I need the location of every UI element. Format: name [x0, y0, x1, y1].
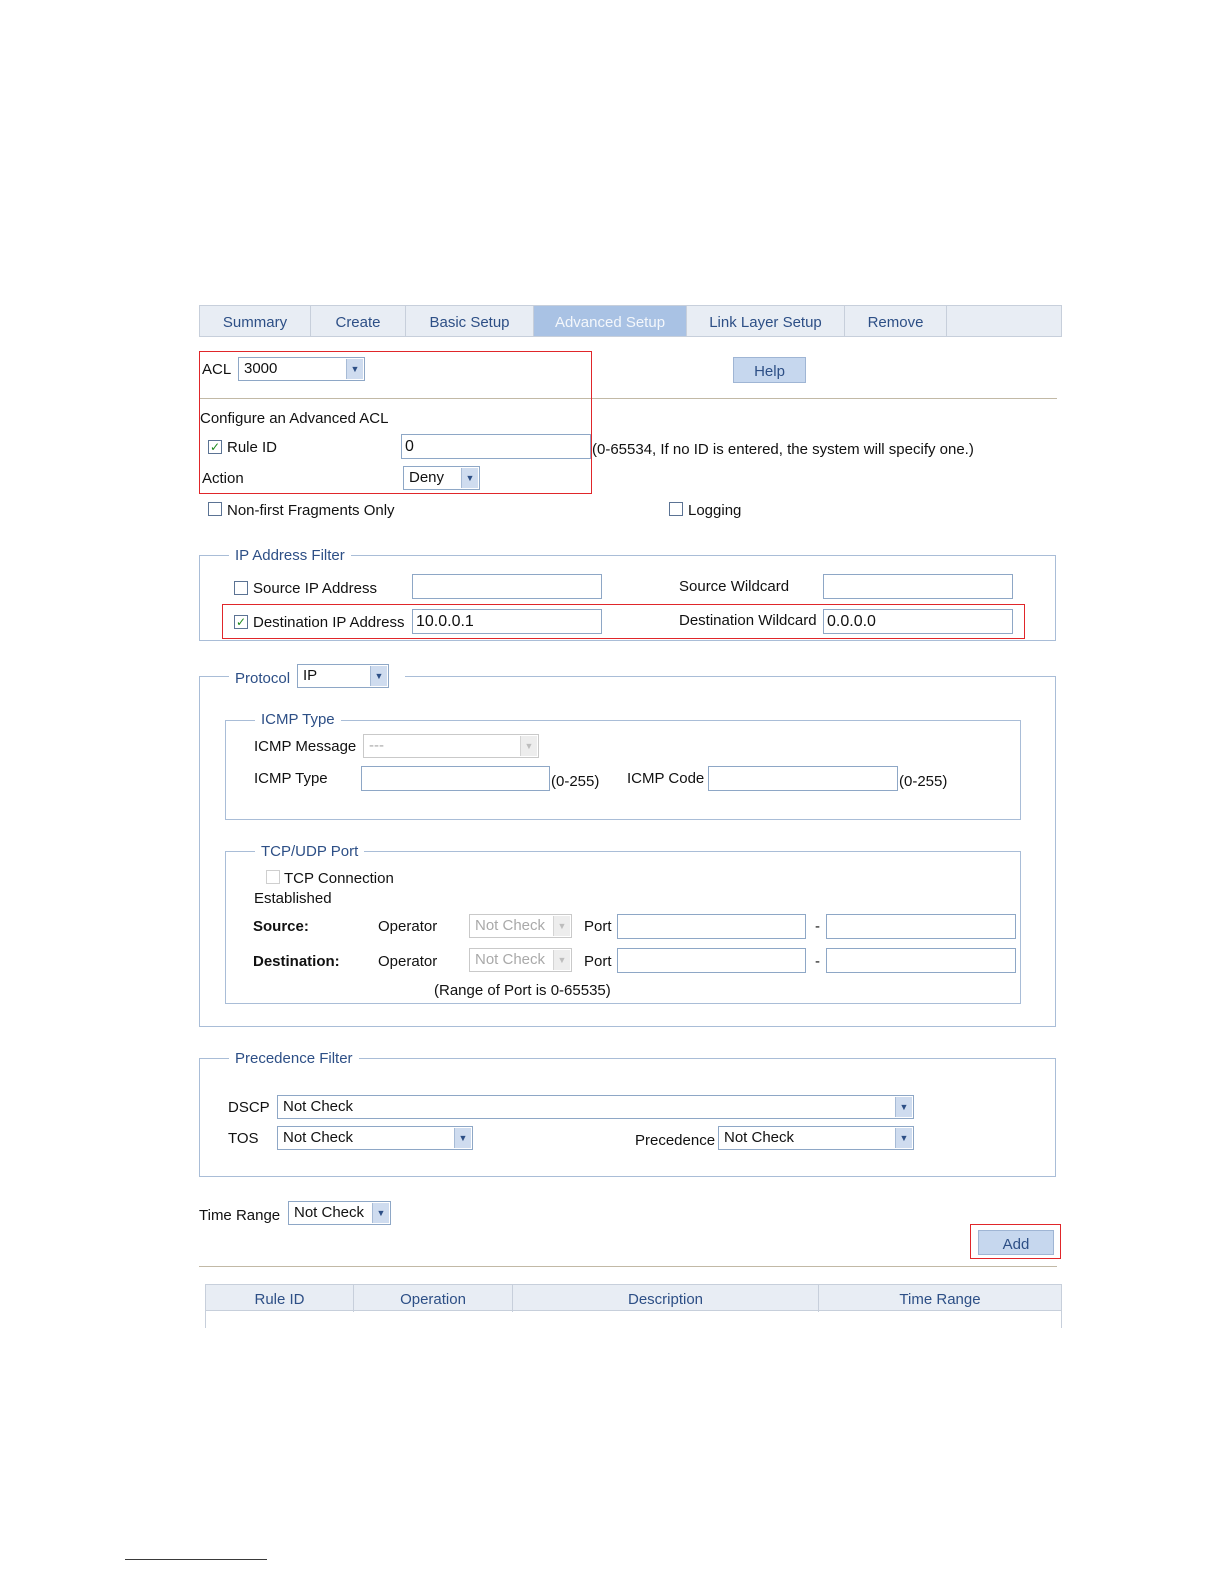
source-port-end-input[interactable]: [826, 914, 1016, 939]
tab-basic-setup[interactable]: Basic Setup: [406, 306, 534, 336]
icmp-code-range: (0-255): [899, 773, 948, 790]
source-ip-input[interactable]: [412, 574, 602, 599]
protocol-value: IP: [303, 667, 318, 684]
source-wildcard-label: Source Wildcard: [679, 578, 790, 595]
table-right-border: [1061, 1311, 1062, 1328]
chevron-down-icon: ▼: [553, 950, 570, 970]
dscp-label: DSCP: [228, 1099, 270, 1116]
tcp-established-checkbox[interactable]: [266, 870, 280, 884]
chevron-down-icon: ▼: [895, 1128, 912, 1148]
rule-id-label: Rule ID: [227, 439, 278, 456]
nonfirst-checkbox[interactable]: [208, 502, 222, 516]
highlight-add: [970, 1224, 1061, 1259]
source-operator-select[interactable]: [469, 914, 572, 938]
th-time-range[interactable]: Time Range: [899, 1291, 981, 1308]
action-value: Deny: [409, 469, 445, 486]
dest-wildcard-input[interactable]: 0.0.0.0: [823, 609, 1013, 634]
chevron-down-icon: ▼: [346, 359, 363, 379]
tab-advanced-setup[interactable]: Advanced Setup: [534, 306, 687, 336]
dscp-value: Not Check: [283, 1098, 354, 1115]
logging-checkbox[interactable]: [669, 502, 683, 516]
section-title: Configure an Advanced ACL: [200, 410, 389, 427]
precedence-select[interactable]: [718, 1126, 914, 1150]
chevron-down-icon: ▼: [370, 666, 387, 686]
source-wildcard-input[interactable]: [823, 574, 1013, 599]
precedence-filter-legend: Precedence Filter: [229, 1050, 359, 1067]
source-port-text: Port: [584, 918, 612, 935]
action-label: Action: [202, 470, 244, 487]
destination-port-label: Destination:: [253, 953, 340, 970]
time-range-select[interactable]: [288, 1201, 391, 1225]
tab-bar: [199, 305, 1062, 337]
tcp-established-label: Established: [254, 890, 332, 907]
chevron-down-icon: ▼: [454, 1128, 471, 1148]
destination-port-end-input[interactable]: [826, 948, 1016, 973]
source-operator-value: Not Check: [475, 917, 546, 934]
chevron-down-icon: ▼: [553, 916, 570, 936]
destination-operator-value: Not Check: [475, 951, 546, 968]
ip-address-filter-legend: IP Address Filter: [229, 547, 351, 564]
precedence-value: Not Check: [724, 1129, 795, 1146]
rules-table-header: [205, 1284, 1062, 1311]
logging-label: Logging: [688, 502, 742, 519]
chevron-down-icon: ▼: [461, 468, 478, 488]
source-port-start-input[interactable]: [617, 914, 806, 939]
footnote-rule: [125, 1559, 267, 1560]
destination-port-text: Port: [584, 953, 612, 970]
checkmark-icon: ✓: [235, 615, 247, 629]
icmp-type-input[interactable]: [361, 766, 550, 791]
icmp-type-range: (0-255): [551, 773, 600, 790]
destination-port-dash: -: [815, 953, 820, 970]
port-range-note: (Range of Port is 0-65535): [434, 982, 611, 999]
divider: [199, 1266, 1057, 1267]
icmp-code-input[interactable]: [708, 766, 898, 791]
protocol-label: Protocol: [235, 670, 291, 687]
tos-label: TOS: [228, 1130, 259, 1147]
icmp-type-legend: ICMP Type: [255, 711, 341, 728]
tcp-udp-port-legend: TCP/UDP Port: [255, 843, 364, 860]
tab-summary[interactable]: Summary: [200, 306, 311, 336]
tab-remove[interactable]: Remove: [845, 306, 947, 336]
dscp-select[interactable]: [277, 1095, 914, 1119]
source-ip-label: Source IP Address: [253, 580, 377, 597]
rule-id-hint: (0-65534, If no ID is entered, the system will specify one.): [592, 441, 974, 458]
acl-label: ACL: [202, 361, 232, 378]
help-button[interactable]: Help: [733, 357, 806, 383]
chevron-down-icon: ▼: [895, 1097, 912, 1117]
dest-ip-label: Destination IP Address: [253, 614, 405, 631]
destination-operator-label: Operator: [378, 953, 438, 970]
time-range-label: Time Range: [199, 1207, 281, 1224]
icmp-message-select[interactable]: [363, 734, 539, 758]
chevron-down-icon: ▼: [520, 736, 537, 756]
protocol-select[interactable]: [297, 664, 389, 688]
icmp-code-label: ICMP Code: [627, 770, 705, 787]
table-left-border: [205, 1311, 206, 1328]
highlight-acl-rule: [199, 351, 592, 494]
tcp-connection-label: TCP Connection: [284, 870, 394, 887]
icmp-type-group: [225, 720, 1021, 820]
th-rule-id[interactable]: Rule ID: [206, 1285, 354, 1312]
destination-port-start-input[interactable]: [617, 948, 806, 973]
tos-select[interactable]: [277, 1126, 473, 1150]
acl-value: 3000: [244, 360, 278, 377]
icmp-message-label: ICMP Message: [254, 738, 357, 755]
dest-wildcard-label: Destination Wildcard: [679, 612, 817, 629]
tab-link-layer-setup[interactable]: Link Layer Setup: [687, 306, 845, 336]
nonfirst-label: Non-first Fragments Only: [227, 502, 395, 519]
tab-create[interactable]: Create: [311, 306, 406, 336]
icmp-message-value: ---: [369, 737, 384, 754]
th-description[interactable]: Description: [513, 1285, 819, 1312]
source-ip-checkbox[interactable]: [234, 581, 248, 595]
chevron-down-icon: ▼: [372, 1203, 389, 1223]
rule-id-input[interactable]: 0: [401, 434, 591, 459]
tos-value: Not Check: [283, 1129, 354, 1146]
highlight-destination: [222, 604, 1025, 639]
destination-operator-select[interactable]: [469, 948, 572, 972]
add-button[interactable]: Add: [978, 1230, 1054, 1255]
source-port-label: Source:: [253, 918, 309, 935]
icmp-type-label: ICMP Type: [254, 770, 328, 787]
checkmark-icon: ✓: [209, 440, 221, 454]
dest-ip-input[interactable]: 10.0.0.1: [412, 609, 602, 634]
time-range-value: Not Check: [294, 1204, 365, 1221]
source-port-dash: -: [815, 918, 820, 935]
precedence-label: Precedence: [635, 1132, 716, 1149]
source-operator-label: Operator: [378, 918, 438, 935]
th-operation[interactable]: Operation: [354, 1285, 513, 1312]
